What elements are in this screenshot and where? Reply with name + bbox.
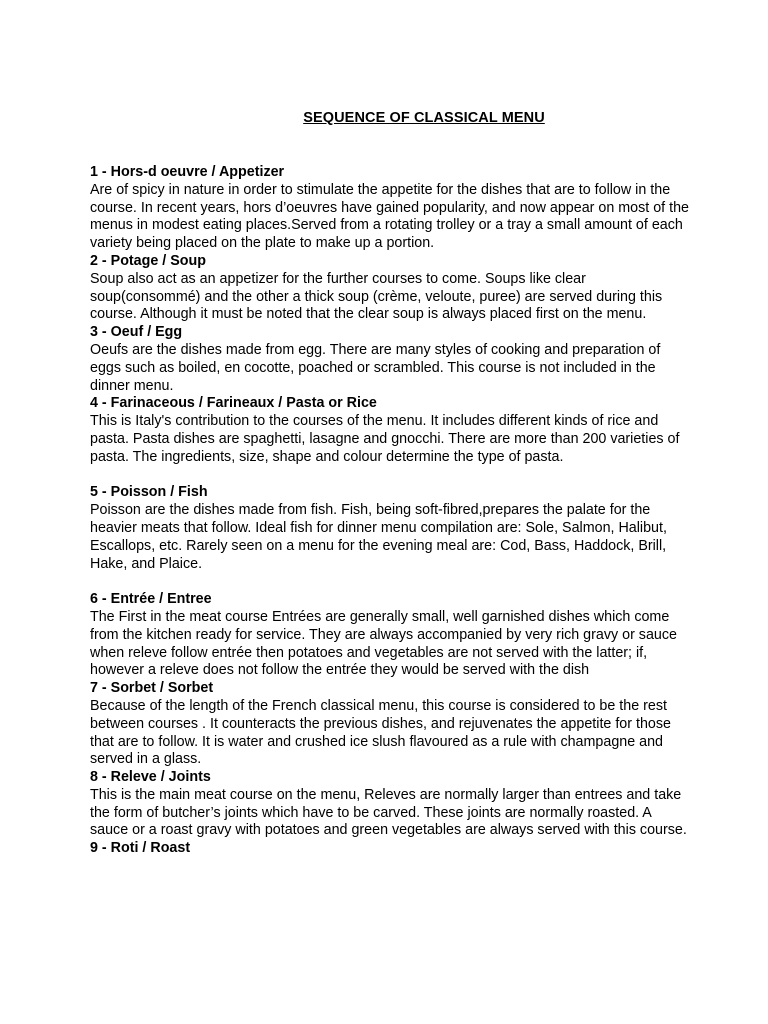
section-heading: 1 - Hors-d oeuvre / Appetizer <box>90 164 285 180</box>
section-farinaceous <box>90 395 690 466</box>
section-heading: 6 - Entrée / Entree <box>90 591 212 608</box>
section-oeuf <box>90 324 690 395</box>
section-body: This is Italy's contribution to the courses of the menu. It includes different kinds of rice and pasta. Pasta dishes are spaghetti, lasagne and gnocchi. There are more than 200 varieties of pasta. The ingredients, size, shape and colour determine the type of pasta. <box>90 413 680 465</box>
section-body: Oeufs are the dishes made from egg. There are many styles of cooking and preparation of eggs such as boiled, en cocotte, poached or scrambled. This course is not included in the dinner menu. <box>90 341 661 394</box>
section-entree <box>90 591 690 680</box>
section-potage <box>90 253 690 324</box>
section-heading: 9 - Roti / Roast <box>90 840 191 857</box>
document-content <box>90 164 690 858</box>
section-roti <box>90 840 690 858</box>
section-heading: 4 - Farinaceous / Farineaux / Pasta or Rice <box>90 395 377 412</box>
section-body: Because of the length of the French classical menu, this course is considered to be the rest between courses . It counteracts the previous dishes, and rejuvenates the appetite for those that are to follow. It is water and crushed ice slush flavoured as a rule with champagne and served in a glass. <box>90 697 671 768</box>
section-body: Poisson are the dishes made from fish. Fish, being soft-fibred,prepares the palate for the heavier meats that follow. Ideal fish for dinner menu compilation are: Sole, Salmon, Halibut, Escallops, etc. Rarely seen on a menu for the evening meal are: Cod, Bass, Haddock, Brill, Hake, and Plaice. <box>90 502 667 572</box>
section-releve <box>90 769 690 840</box>
section-heading: 5 - Poisson / Fish <box>90 484 208 501</box>
section-heading: 3 - Oeuf / Egg <box>90 324 183 341</box>
section-body: Are of spicy in nature in order to stimulate the appetite for the dishes that are to follow in the course. In recent years, hors d’oeuvres have gained popularity, and now appear on most of the menus in modest eating places.Served from a rotating trolley or a tray a small amount of each variety being placed on the plate to make up a portion. <box>90 181 689 252</box>
page-title: SEQUENCE OF CLASSICAL MENU <box>303 110 545 126</box>
section-body: This is the main meat course on the menu, Releves are normally larger than entrees and take the form of butcher’s joints which have to be carved. These joints are normally roasted. A sauce or a roast gravy with potatoes and green vegetables are always served with this course. <box>90 786 687 839</box>
section-heading: 2 - Potage / Soup <box>90 252 206 269</box>
section-body: The First in the meat course Entrées are generally small, well garnished dishes which come from the kitchen ready for service. They are always accompanied by very rich gravy or sauce when releve follow entrée then potatoes and vegetables are not served with the latter; if, however a releve does not follow the entrée they would be served with the dish <box>90 608 677 679</box>
section-heading: 8 - Releve / Joints <box>90 769 211 786</box>
section-hors-doeuvre <box>90 164 690 253</box>
section-sorbet <box>90 680 690 769</box>
section-body: Soup also act as an appetizer for the further courses to come. Soups like clear soup(consommé) and the other a thick soup (crème, veloute, puree) are served during this course. Although it must be noted that the clear soup is always placed first on the menu. <box>90 270 663 323</box>
section-heading: 7 - Sorbet / Sorbet <box>90 680 214 697</box>
section-poisson <box>90 484 690 573</box>
